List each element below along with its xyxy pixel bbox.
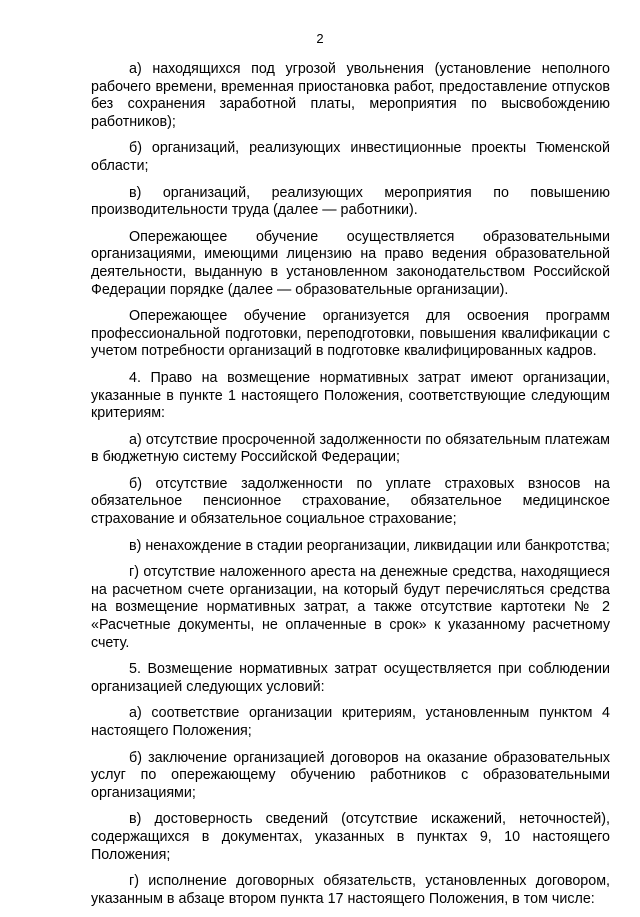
paragraph-section-4: 4. Право на возмещение нормативных затрат имеют организации, указанные в пункте 1 настоящего Положения, соответствующие следующим критериям: [91,369,610,422]
page-number: 2 [316,31,324,46]
document-body [91,61,610,917]
paragraph-criterion-a: а) отсутствие просроченной задолженности по обязательным платежам в бюджетную систему Российской Федерации; [91,431,610,466]
paragraph-criterion-g: г) отсутствие наложенного ареста на денежные средства, находящиеся на расчетном счете организации, на который будут перечисляться средства на возмещение нормативных затрат, а также отсутствие картотеки № 2 «Расчетные документы, не оплаченные в срок» к указанному расчетному счету. [91,564,610,651]
paragraph-criterion-v: в) ненахождение в стадии реорганизации, ликвидации или банкротства; [129,537,610,554]
paragraph-criterion-b: б) отсутствие задолженности по уплате страховых взносов на обязательное пенсионное страхование, обязательное медицинское страхование и обязательное социальное страхование; [91,475,610,528]
paragraph-condition-g: г) исполнение договорных обязательств, установленных договором, указанным в абзаце втором пункта 17 настоящего Положения, в том числе: [91,873,610,907]
paragraph-condition-b: б) заключение организацией договоров на оказание образовательных услуг по опережающему обучению работников с образовательными организациями; [91,749,610,801]
paragraph-section-5: 5. Возмещение нормативных затрат осуществляется при соблюдении организацией следующих условий: [91,661,610,695]
paragraph-v-productivity: в) организаций, реализующих мероприятия по повышению производительности труда (далее — работники). [91,184,610,219]
paragraph-training-programs: Опережающее обучение организуется для освоения программ профессиональной подготовки, переподготовки, повышения квалификации с учетом потребности организаций в подготовке квалифицированных кадров. [91,308,610,360]
paragraph-condition-a: а) соответствие организации критериям, установленным пунктом 4 настоящего Положения; [91,705,610,739]
paragraph-training-providers: Опережающее обучение осуществляется образовательными организациями, имеющими лицензию на право ведения образовательной деятельности, выданную в установленном законодательством Российской Федерации порядке (далее — образовательные организации). [91,228,610,298]
paragraph-b-investment-projects: б) организаций, реализующих инвестиционные проекты Тюменской области; [91,140,610,174]
paragraph-condition-v: в) достоверность сведений (отсутствие искажений, неточностей), содержащихся в документах, указанных в пунктах 9, 10 настоящего Положения; [91,811,610,863]
paragraph-a-unemployment-threat: а) находящихся под угрозой увольнения (установление неполного рабочего времени, временная приостановка работ, предоставление отпусков без сохранения заработной платы, мероприятия по высвобождению работников); [91,61,610,130]
